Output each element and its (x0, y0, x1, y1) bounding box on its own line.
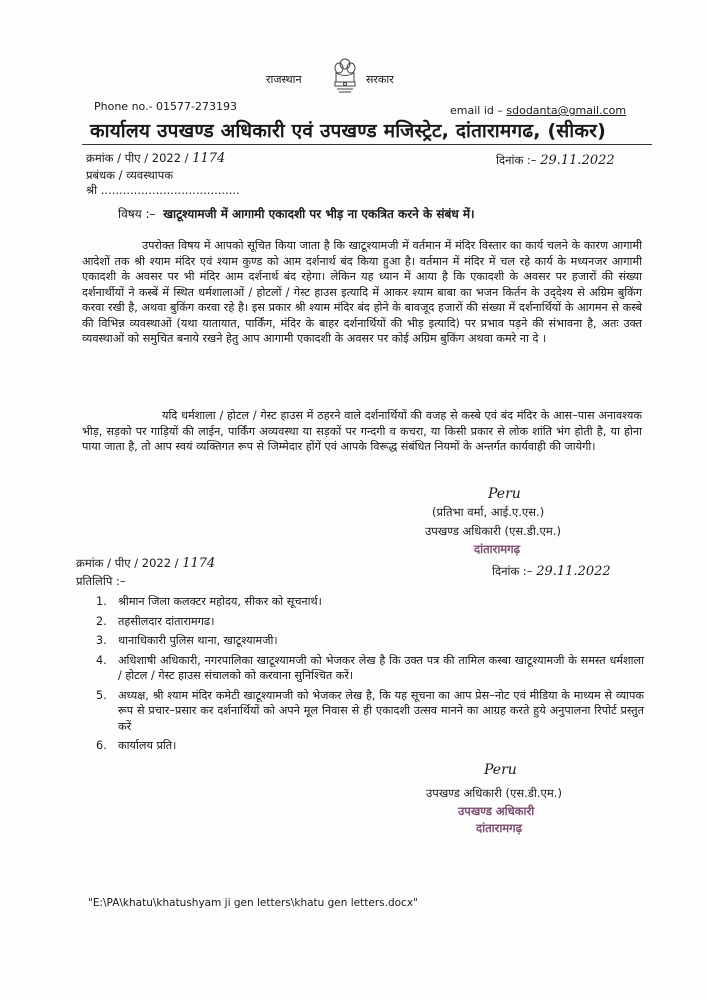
copy-heading: प्रतिलिपि :– (76, 574, 126, 588)
list-item (96, 653, 644, 684)
list-item-number: 4. (96, 653, 107, 667)
copy-reference-number: 1174 (182, 556, 216, 571)
date-label: दिनांक :– (496, 153, 537, 167)
list-item-number: 3. (96, 634, 107, 647)
phone-number: Phone no.- 01577-273193 (94, 100, 237, 113)
list-item (96, 614, 644, 630)
signatory-designation-2: उपखण्ड अधिकारी (एस.डी.एम.) (426, 786, 562, 800)
subject-label: विषय :– (118, 207, 156, 221)
copy-date-label: दिनांक :– (492, 564, 533, 578)
reference-label: क्रमांक / पीए / 2022 / (86, 151, 189, 165)
shri-line: श्री ...................................... (86, 183, 240, 197)
signatory-designation: उपखण्ड अधिकारी (एस.डी.एम.) (425, 524, 561, 538)
subject-text: खाटूश्यामजी में आगामी एकादशी पर भीड़ ना एकत्रित करने के संबंध में। (163, 207, 475, 221)
list-item (96, 688, 644, 735)
office-title: कार्यालय उपखण्ड अधिकारी एवं उपखण्ड मजिस्ट्रेट, दांतारामगढ, (सीकर) (90, 120, 606, 142)
list-item (96, 594, 644, 610)
reference-number: 1174 (192, 151, 226, 166)
reference-line (86, 151, 225, 166)
body-paragraph-2: यदि धर्मशाला / होटल / गेस्ट हाउस में ठहरने वाले दर्शनार्थियों की वजह से कस्बे एवं बंद मंदिर के आस–पास अनावश्यक भीड़, सड़को पर गाड़ियों की लाईन, पार्किंग अव्यवस्था या सड़कों पर गन्दगी व कचरा, या किसी प्रकार से लोक शांति भंग होती है, या होना पाया जाता है, तो आप स्वयं व्यक्तिगत रूप से जिम्मेदार होंगें एवं आपके विरूद्ध संबंधित नियमों के अन्तर्गत कार्यवाही की जायेगी। (82, 409, 642, 453)
date-line (496, 153, 615, 168)
manager-line: प्रबंधक / व्यवस्थापक (86, 168, 174, 182)
signatory-name: (प्रतिभा वर्मा, आई.ए.एस.) (432, 505, 545, 519)
stamp-line-2: दांतारामगढ़ (476, 821, 523, 835)
stamp-line-1: उपखण्ड अधिकारी (458, 804, 535, 818)
list-item (96, 633, 644, 649)
copy-reference-label: क्रमांक / पीए / 2022 / (76, 556, 179, 570)
signatory-place: दांतारामगढ़ (474, 542, 521, 556)
letterhead-left-word: राजस्थान (266, 73, 302, 86)
list-item-text: अध्यक्ष, श्री श्याम मंदिर कमेटी खाटूश्यामजी को भेजकर लेख है, कि यह सूचना का आप प्रेस–नोट एवं मीडिया के माध्यम से व्यापक रूप से प्रचार–प्रसार कर दर्शनार्थियों को अपने मूल निवास से ही एकादशी उत्सव मानने का आग्रह करते हुये अनुपालना रिपोर्ट प्रस्तुत करें (118, 688, 644, 733)
list-item-number: 5. (96, 688, 107, 702)
copy-list (96, 594, 644, 758)
header-rule (82, 144, 652, 145)
copy-date-value: 29.11.2022 (536, 564, 611, 579)
copy-reference-line (76, 556, 215, 571)
body-paragraph-1: उपरोक्त विषय में आपको सूचित किया जाता है कि खाटूश्यामजी में वर्तमान में मंदिर विस्तार का कार्य चलने के कारण आगामी आदेशों तक श्री श्याम मंदिर एवं श्याम कुण्ड को आम दर्शनार्थ बंद किया हुआ है। वर्तमान में मंदिर में चल रहे कार्य के मध्यनजर आगामी एकादशी के अवसर पर भी मंदिर आम दर्शनार्थ बंद रहेगा। लेकिन यह ध्यान में आया है कि एकादशी के अवसर पर हजारों की संख्या दर्शनार्थीयों ने कस्बें में स्थित धर्मशालाओं / होटलों / गेस्ट हाउस इत्यादि में आकर श्याम बाबा का भजन किर्तन के उद्‌देश्य से अग्रिम बुकिंग करवा रखी है, अथवा बुकिंग करवा रहे है। इस प्रकार श्री श्याम मंदिर बंद होने के बावजूद हजारों की संख्या में दर्शनार्थियों के आगमन से कस्बे की विभिन्न व्यवस्थाओं (यथा यातायात, पार्किंग, मंदिर के बाहर दर्शनार्थियों की भीड़ इत्यादि) पर प्रभाव पड़ने की संभावना है, अतः उक्त व्यवस्थाओं को समुचित बनाये रखने हेतु आप आगामी एकादशी के अवसर पर कोई अग्रिम बुकिंग अथवा कमरे ना दे । (82, 239, 642, 345)
email-address: sdodanta@gmail.com (506, 104, 627, 117)
list-item-text: अधिशाषी अधिकारी, नगरपालिका खाटूश्यामजी को भेजकर लेख है कि उक्त पत्र की तामिल कस्बा खाटूश्यामजी के समस्त धर्मशाला / होटल / गेस्ट हाउस संचालको को करवाना सुनिश्चित करें। (118, 653, 644, 682)
list-item-number: 1. (96, 595, 107, 608)
email-prefix: email id – (450, 104, 507, 117)
list-item-text: श्रीमान जिला कलक्टर महोदय, सीकर को सूचनार्थ। (118, 595, 322, 608)
signature-scribble-2: Peru (484, 762, 517, 778)
list-item-number: 2. (96, 614, 107, 628)
list-item-text: कार्यालय प्रति। (118, 739, 177, 752)
date-value: 29.11.2022 (540, 153, 615, 168)
email-line (450, 104, 626, 117)
list-item-number: 6. (96, 739, 107, 752)
signature-scribble: Peru (488, 486, 521, 502)
letterhead-right-word: सरकार (366, 73, 394, 86)
ashoka-emblem-icon (331, 56, 359, 100)
document-path: "E:\PA\khatu\khatushyam ji gen letters\khatu gen letters.docx" (88, 897, 418, 909)
list-item (96, 738, 644, 754)
list-item-text: थानाधिकारी पुलिस थाना, खाटूश्यामजी। (118, 634, 278, 647)
list-item-text: तहसीलदार दांतारामगढ। (118, 614, 215, 628)
subject-line (118, 205, 475, 222)
copy-date-line (492, 564, 611, 579)
